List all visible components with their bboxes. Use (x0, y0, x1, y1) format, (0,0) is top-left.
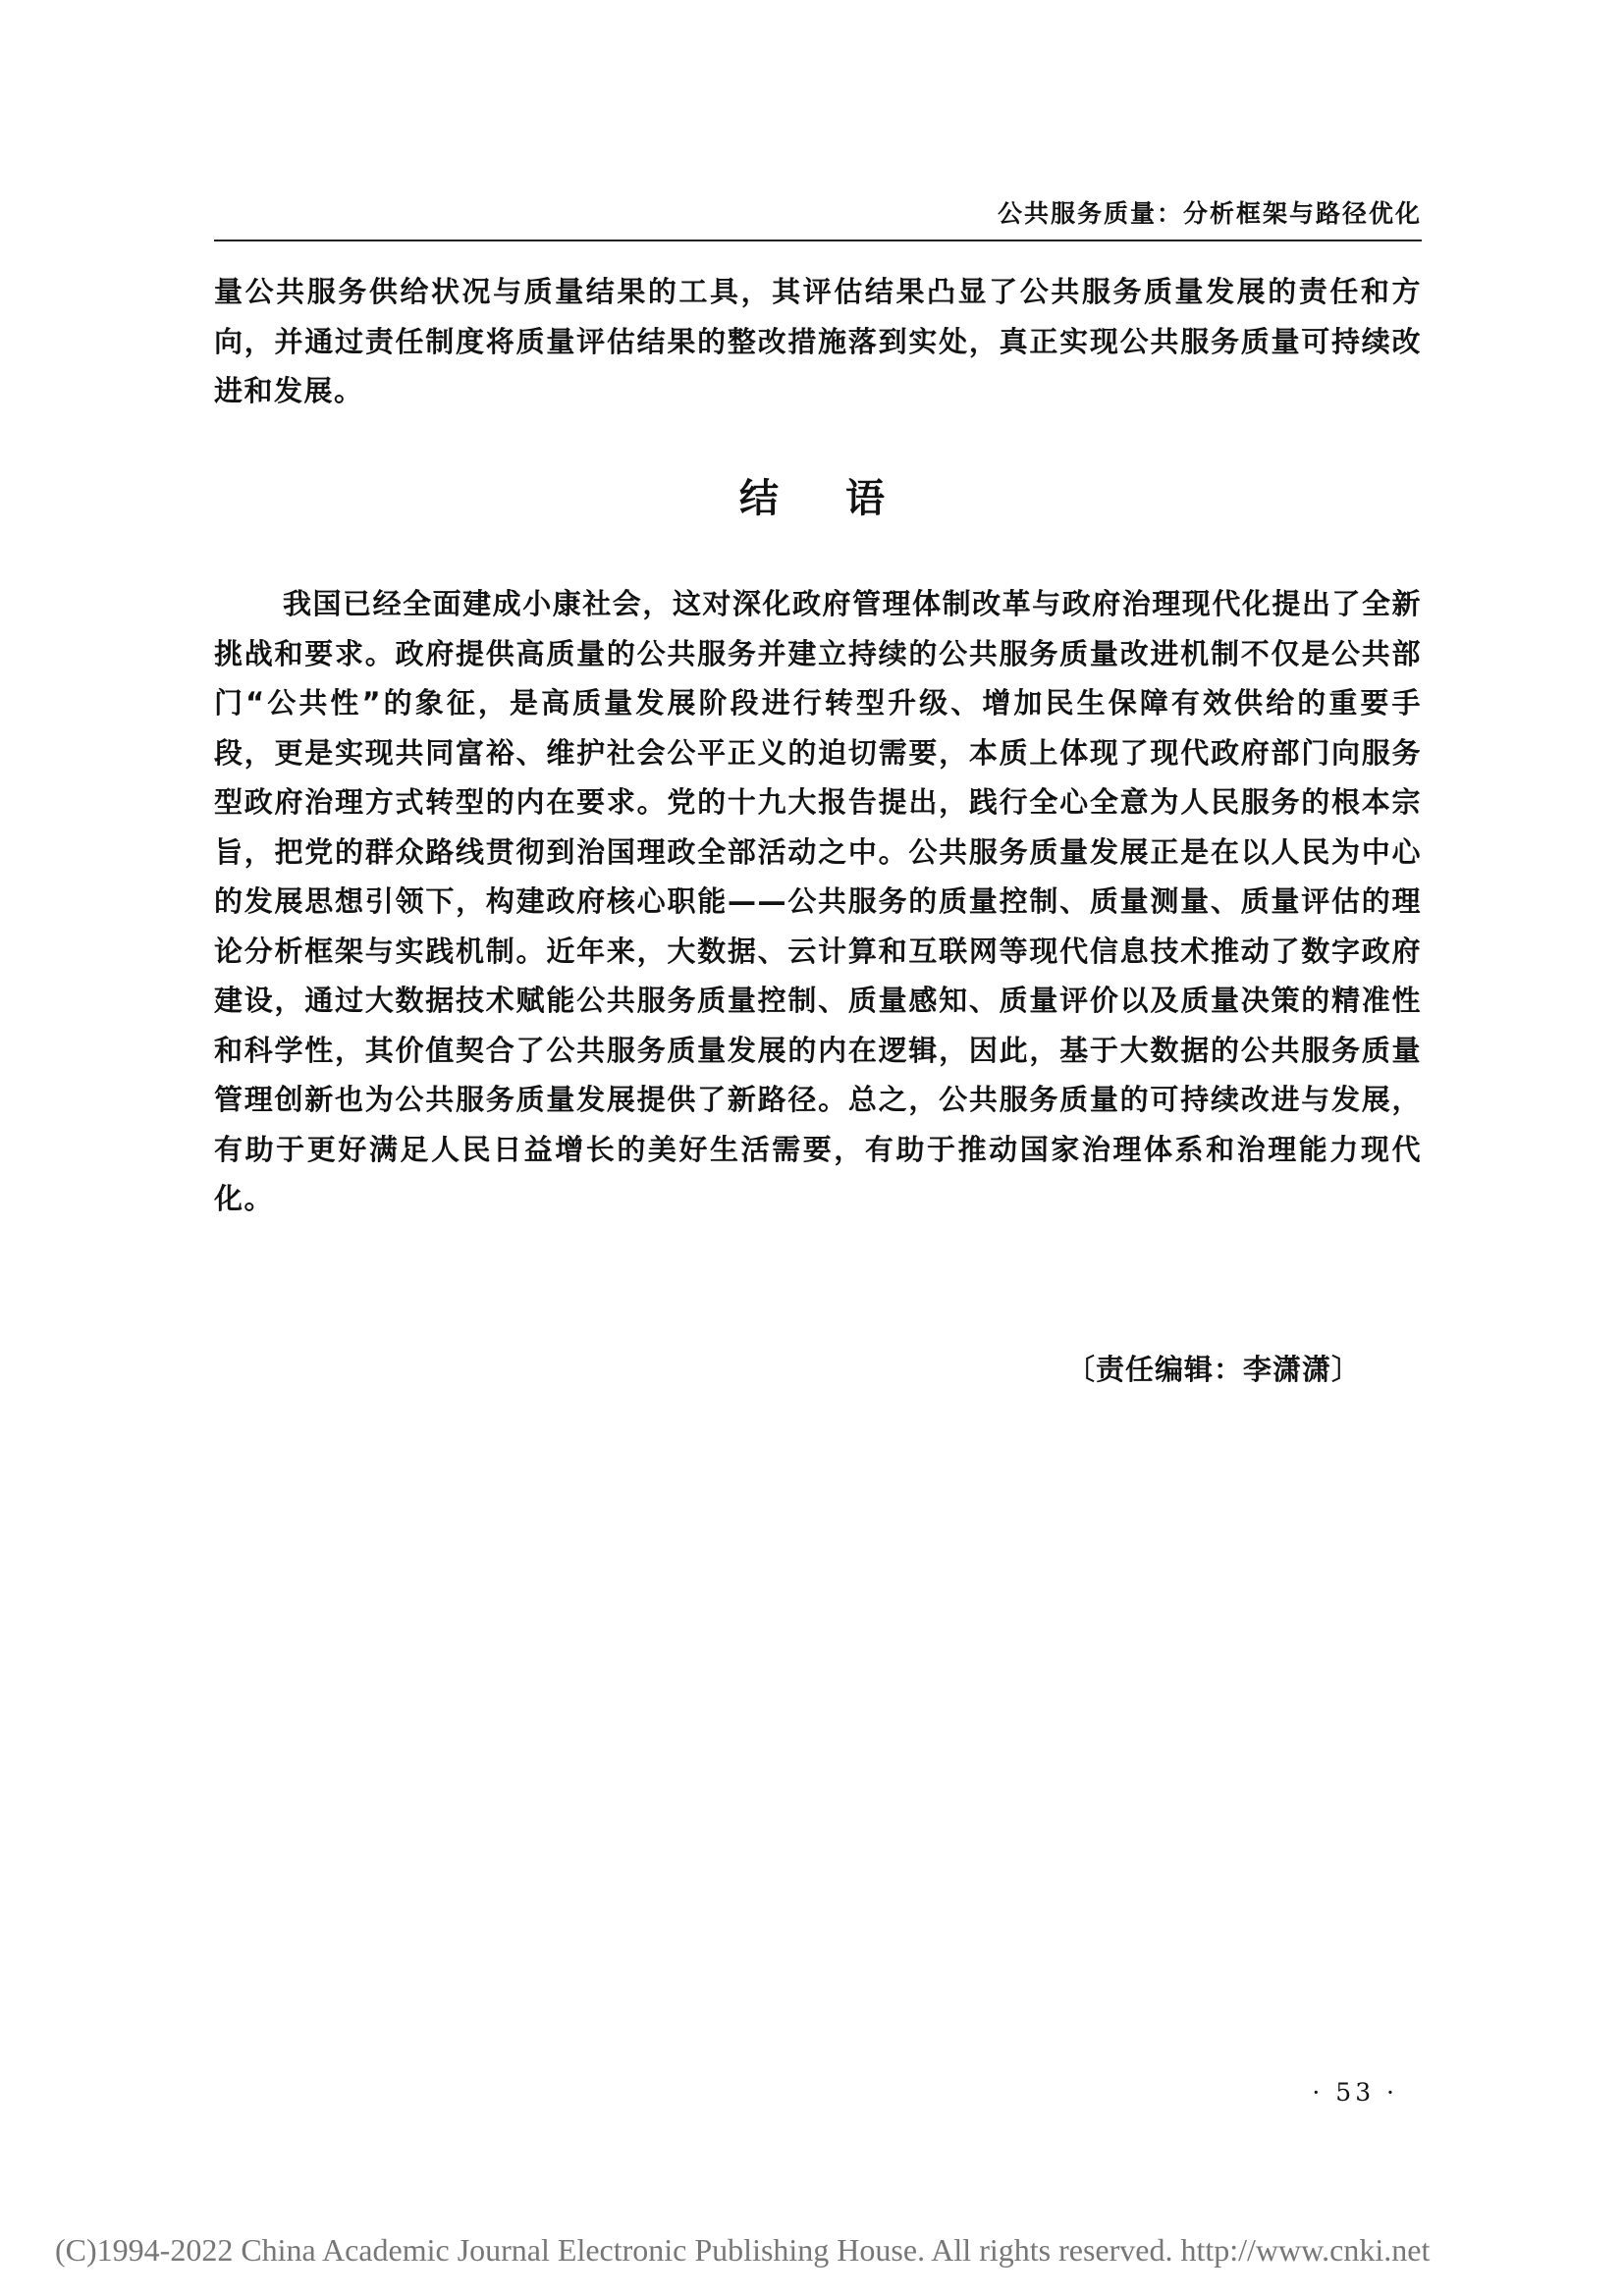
footer-copyright[interactable]: (C)1994-2022 China Academic Journal Electronic Publishing House. All rights reserved. http://www.cnki.net (55, 2232, 1431, 2268)
editor-note: 〔责任编辑：李潇潇〕 (1065, 1353, 1361, 1386)
page-number: · 53 · (1312, 2078, 1398, 2107)
paragraph-conclusion: 我国已经全面建成小康社会，这对深化政府管理体制改革与政府治理现代化提出了全新挑战和要求。政府提供高质量的公共服务并建立持续的公共服务质量改进机制不仅是公共部门“公共性”的象征，是高质量发展阶段进行转型升级、增加民生保障有效供给的重要手段，更是实现共同富裕、维护社会公平正义的迫切需要，本质上体现了现代政府部门向服务型政府治理方式转型的内在要求。党的十九大报告提出，践行全心全意为人民服务的根本宗旨，把党的群众路线贯彻到治国理政全部活动之中。公共服务质量发展正是在以人民为中心的发展思想引领下，构建政府核心职能——公共服务的质量控制、质量测量、质量评估的理论分析框架与实践机制。近年来，大数据、云计算和互联网等现代信息技术推动了数字政府建设，通过大数据技术赋能公共服务质量控制、质量感知、质量评价以及质量决策的精准性和科学性，其价值契合了公共服务质量发展的内在逻辑，因此，基于大数据的公共服务质量管理创新也为公共服务质量发展提供了新路径。总之，公共服务质量的可持续改进与发展，有助于更好满足人民日益增长的美好生活需要，有助于推动国家治理体系和治理能力现代化。 (214, 587, 1422, 1215)
running-header: 公共服务质量：分析框架与路径优化 (997, 199, 1422, 228)
paragraph-continuation: 量公共服务供给状况与质量结果的工具，其评估结果凸显了公共服务质量发展的责任和方向，并通过责任制度将质量评估结果的整改措施落到实处，真正实现公共服务质量可持续改进和发展。 (214, 275, 1422, 407)
header-rule (214, 240, 1422, 241)
section-heading: 结语 (739, 476, 951, 521)
